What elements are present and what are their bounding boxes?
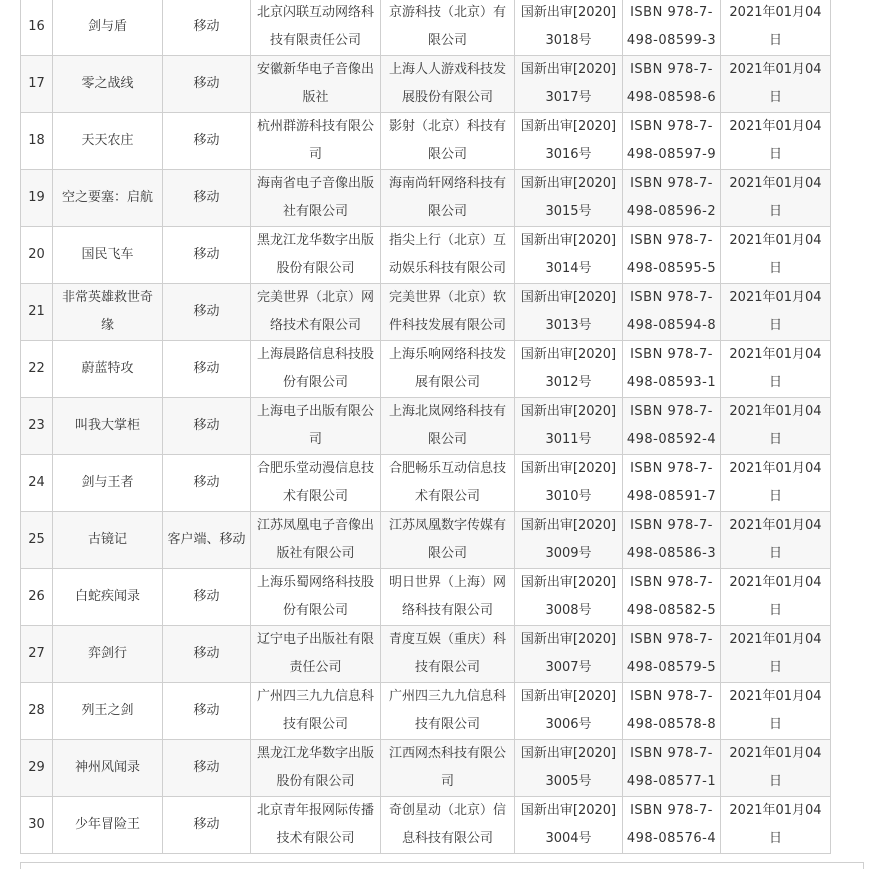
table-row [21, 284, 831, 341]
operator-cell: 上海人人游戏科技发展股份有限公司 [381, 56, 515, 113]
isbn-cell: ISBN 978-7-498-08594-8 [623, 284, 721, 341]
row-number-cell: 18 [21, 113, 53, 170]
approval-number-cell: 国新出审[2020]3017号 [515, 56, 623, 113]
operator-cell: 青度互娱（重庆）科技有限公司 [381, 626, 515, 683]
row-number-cell: 23 [21, 398, 53, 455]
publisher-cell: 安徽新华电子音像出版社 [251, 56, 381, 113]
isbn-cell: ISBN 978-7-498-08593-1 [623, 341, 721, 398]
publisher-cell: 北京青年报网际传播技术有限公司 [251, 797, 381, 854]
row-number-cell: 24 [21, 455, 53, 512]
table-row [21, 512, 831, 569]
approval-number-cell: 国新出审[2020]3018号 [515, 0, 623, 56]
publisher-cell: 上海晨路信息科技股份有限公司 [251, 341, 381, 398]
operator-cell: 上海乐响网络科技发展有限公司 [381, 341, 515, 398]
game-name-cell: 国民飞车 [53, 227, 163, 284]
game-name-cell: 白蛇疾闻录 [53, 569, 163, 626]
approval-date-cell: 2021年01月04日 [721, 512, 831, 569]
game-approval-table [20, 0, 831, 854]
row-number-cell: 17 [21, 56, 53, 113]
platform-cell: 移动 [163, 56, 251, 113]
approval-number-cell: 国新出审[2020]3010号 [515, 455, 623, 512]
row-number-cell: 27 [21, 626, 53, 683]
approval-number-cell: 国新出审[2020]3013号 [515, 284, 623, 341]
game-name-cell: 列王之剑 [53, 683, 163, 740]
isbn-cell: ISBN 978-7-498-08579-5 [623, 626, 721, 683]
row-number-cell: 22 [21, 341, 53, 398]
operator-cell: 广州四三九九信息科技有限公司 [381, 683, 515, 740]
publisher-cell: 完美世界（北京）网络技术有限公司 [251, 284, 381, 341]
game-name-cell: 剑与王者 [53, 455, 163, 512]
approval-date-cell: 2021年01月04日 [721, 626, 831, 683]
approval-date-cell: 2021年01月04日 [721, 341, 831, 398]
approval-number-cell: 国新出审[2020]3009号 [515, 512, 623, 569]
publisher-cell: 杭州群游科技有限公司 [251, 113, 381, 170]
approval-number-cell: 国新出审[2020]3012号 [515, 341, 623, 398]
approval-date-cell: 2021年01月04日 [721, 284, 831, 341]
next-row-edge [20, 862, 864, 869]
game-name-cell: 叫我大掌柜 [53, 398, 163, 455]
game-name-cell: 弈剑行 [53, 626, 163, 683]
game-name-cell: 少年冒险王 [53, 797, 163, 854]
platform-cell: 移动 [163, 227, 251, 284]
approval-date-cell: 2021年01月04日 [721, 56, 831, 113]
approval-number-cell: 国新出审[2020]3015号 [515, 170, 623, 227]
approval-number-cell: 国新出审[2020]3006号 [515, 683, 623, 740]
approval-date-cell: 2021年01月04日 [721, 170, 831, 227]
approval-number-cell: 国新出审[2020]3011号 [515, 398, 623, 455]
approval-date-cell: 2021年01月04日 [721, 227, 831, 284]
game-name-cell: 古镜记 [53, 512, 163, 569]
platform-cell: 移动 [163, 341, 251, 398]
table-row [21, 740, 831, 797]
game-name-cell: 非常英雄救世奇缘 [53, 284, 163, 341]
operator-cell: 指尖上行（北京）互动娱乐科技有限公司 [381, 227, 515, 284]
approval-date-cell: 2021年01月04日 [721, 740, 831, 797]
publisher-cell: 上海乐蜀网络科技股份有限公司 [251, 569, 381, 626]
isbn-cell: ISBN 978-7-498-08591-7 [623, 455, 721, 512]
table-row [21, 227, 831, 284]
table-body [21, 0, 831, 854]
platform-cell: 移动 [163, 398, 251, 455]
approval-date-cell: 2021年01月04日 [721, 113, 831, 170]
isbn-cell: ISBN 978-7-498-08599-3 [623, 0, 721, 56]
approval-date-cell: 2021年01月04日 [721, 683, 831, 740]
game-name-cell: 空之要塞：启航 [53, 170, 163, 227]
isbn-cell: ISBN 978-7-498-08586-3 [623, 512, 721, 569]
table-row [21, 797, 831, 854]
platform-cell: 客户端、移动 [163, 512, 251, 569]
table-row [21, 455, 831, 512]
table-row [21, 569, 831, 626]
approval-number-cell: 国新出审[2020]3008号 [515, 569, 623, 626]
table-row [21, 341, 831, 398]
approval-number-cell: 国新出审[2020]3005号 [515, 740, 623, 797]
platform-cell: 移动 [163, 740, 251, 797]
publisher-cell: 合肥乐堂动漫信息技术有限公司 [251, 455, 381, 512]
approval-date-cell: 2021年01月04日 [721, 797, 831, 854]
game-name-cell: 神州风闻录 [53, 740, 163, 797]
approval-number-cell: 国新出审[2020]3004号 [515, 797, 623, 854]
operator-cell: 江西网杰科技有限公司 [381, 740, 515, 797]
operator-cell: 明日世界（上海）网络科技有限公司 [381, 569, 515, 626]
table-row [21, 398, 831, 455]
approval-date-cell: 2021年01月04日 [721, 455, 831, 512]
table-row [21, 56, 831, 113]
table-row [21, 0, 831, 56]
publisher-cell: 黑龙江龙华数字出版股份有限公司 [251, 227, 381, 284]
publisher-cell: 江苏凤凰电子音像出版社有限公司 [251, 512, 381, 569]
operator-cell: 上海北岚网络科技有限公司 [381, 398, 515, 455]
approval-number-cell: 国新出审[2020]3016号 [515, 113, 623, 170]
row-number-cell: 21 [21, 284, 53, 341]
isbn-cell: ISBN 978-7-498-08595-5 [623, 227, 721, 284]
game-name-cell: 剑与盾 [53, 0, 163, 56]
approval-number-cell: 国新出审[2020]3014号 [515, 227, 623, 284]
operator-cell: 江苏凤凰数字传媒有限公司 [381, 512, 515, 569]
platform-cell: 移动 [163, 0, 251, 56]
isbn-cell: ISBN 978-7-498-08596-2 [623, 170, 721, 227]
isbn-cell: ISBN 978-7-498-08598-6 [623, 56, 721, 113]
approval-date-cell: 2021年01月04日 [721, 569, 831, 626]
row-number-cell: 19 [21, 170, 53, 227]
platform-cell: 移动 [163, 170, 251, 227]
platform-cell: 移动 [163, 626, 251, 683]
isbn-cell: ISBN 978-7-498-08576-4 [623, 797, 721, 854]
publisher-cell: 辽宁电子出版社有限责任公司 [251, 626, 381, 683]
platform-cell: 移动 [163, 455, 251, 512]
isbn-cell: ISBN 978-7-498-08578-8 [623, 683, 721, 740]
platform-cell: 移动 [163, 683, 251, 740]
publisher-cell: 北京闪联互动网络科技有限责任公司 [251, 0, 381, 56]
table-row [21, 626, 831, 683]
table-row [21, 170, 831, 227]
row-number-cell: 28 [21, 683, 53, 740]
row-number-cell: 25 [21, 512, 53, 569]
operator-cell: 奇创星动（北京）信息科技有限公司 [381, 797, 515, 854]
platform-cell: 移动 [163, 113, 251, 170]
row-number-cell: 30 [21, 797, 53, 854]
game-name-cell: 天天农庄 [53, 113, 163, 170]
table-row [21, 683, 831, 740]
isbn-cell: ISBN 978-7-498-08577-1 [623, 740, 721, 797]
table-row [21, 113, 831, 170]
operator-cell: 海南尚轩网络科技有限公司 [381, 170, 515, 227]
row-number-cell: 29 [21, 740, 53, 797]
approval-number-cell: 国新出审[2020]3007号 [515, 626, 623, 683]
publisher-cell: 广州四三九九信息科技有限公司 [251, 683, 381, 740]
publisher-cell: 黑龙江龙华数字出版股份有限公司 [251, 740, 381, 797]
publisher-cell: 上海电子出版有限公司 [251, 398, 381, 455]
approval-date-cell: 2021年01月04日 [721, 398, 831, 455]
platform-cell: 移动 [163, 284, 251, 341]
row-number-cell: 20 [21, 227, 53, 284]
platform-cell: 移动 [163, 569, 251, 626]
game-name-cell: 零之战线 [53, 56, 163, 113]
isbn-cell: ISBN 978-7-498-08582-5 [623, 569, 721, 626]
isbn-cell: ISBN 978-7-498-08597-9 [623, 113, 721, 170]
operator-cell: 京游科技（北京）有限公司 [381, 0, 515, 56]
operator-cell: 合肥畅乐互动信息技术有限公司 [381, 455, 515, 512]
approval-date-cell: 2021年01月04日 [721, 0, 831, 56]
publisher-cell: 海南省电子音像出版社有限公司 [251, 170, 381, 227]
row-number-cell: 16 [21, 0, 53, 56]
row-number-cell: 26 [21, 569, 53, 626]
isbn-cell: ISBN 978-7-498-08592-4 [623, 398, 721, 455]
operator-cell: 完美世界（北京）软件科技发展有限公司 [381, 284, 515, 341]
platform-cell: 移动 [163, 797, 251, 854]
game-name-cell: 蔚蓝特攻 [53, 341, 163, 398]
operator-cell: 影射（北京）科技有限公司 [381, 113, 515, 170]
